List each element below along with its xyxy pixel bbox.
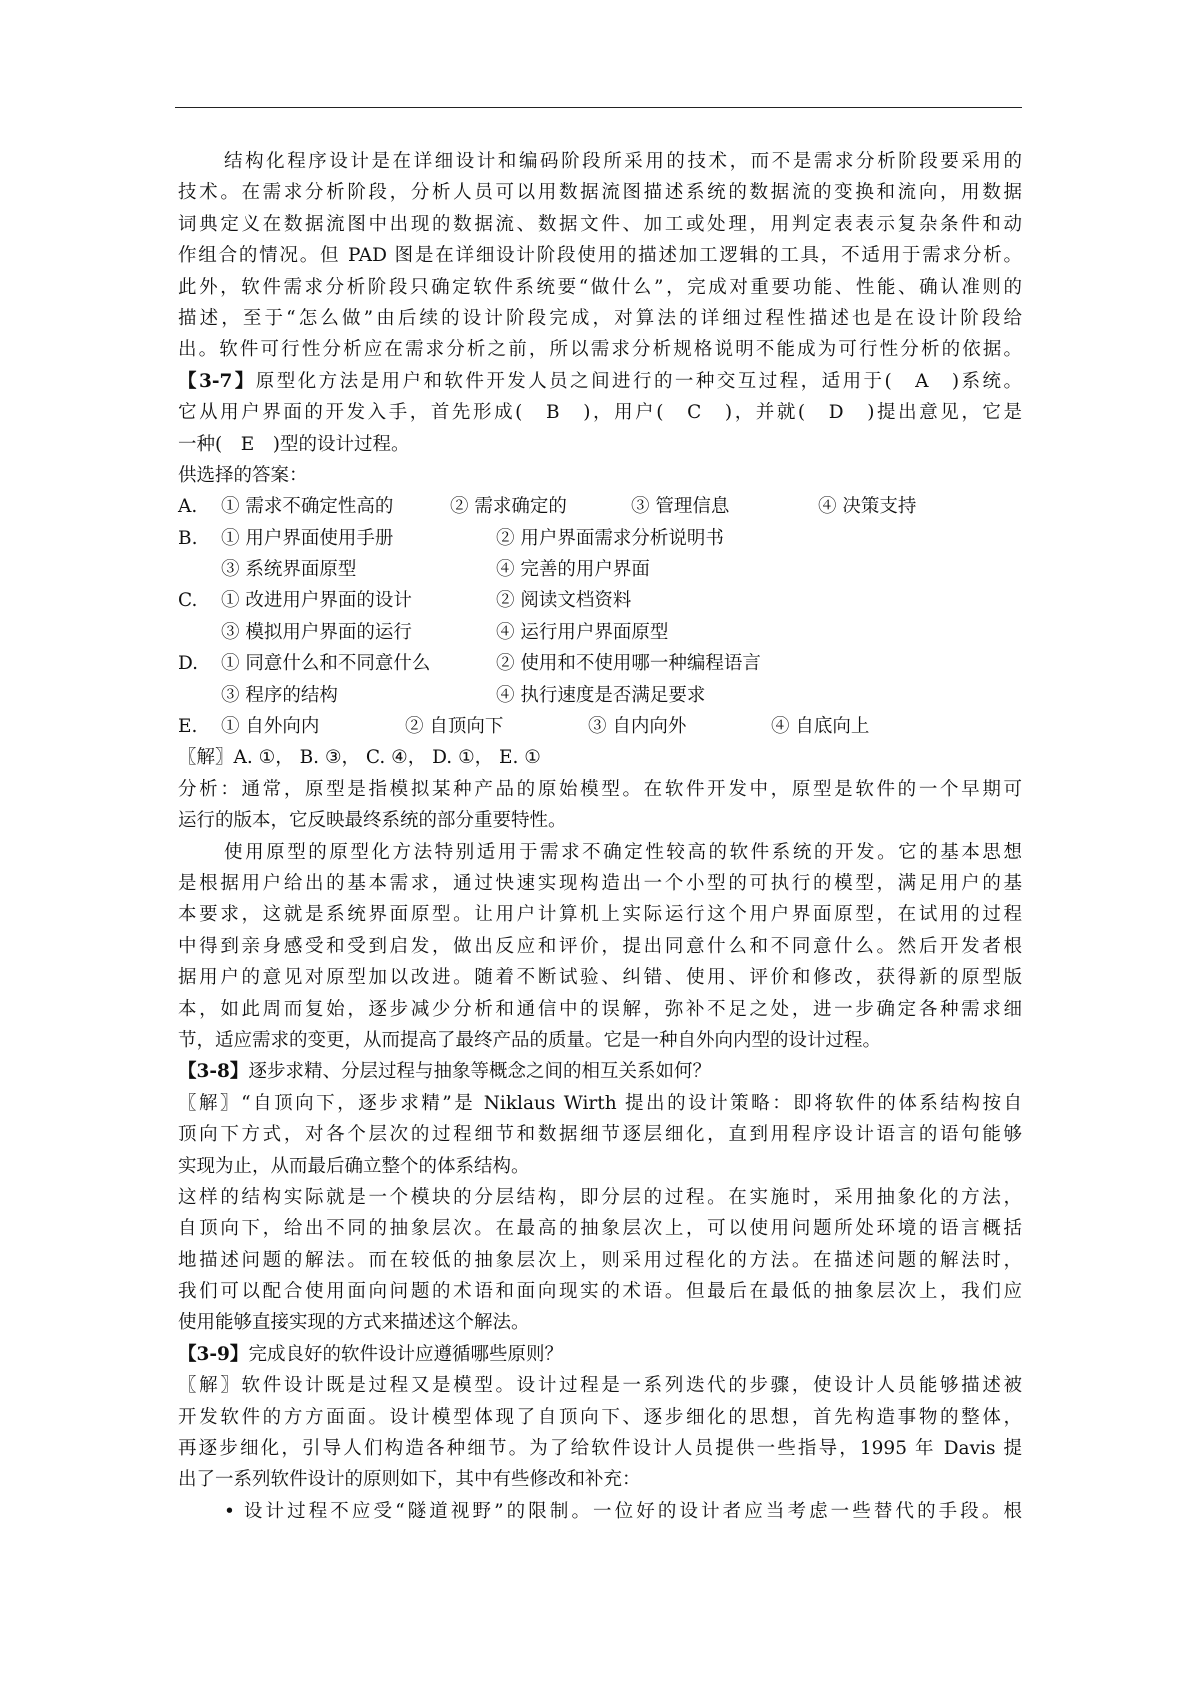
text-line: 这样的结构实际就是一个模块的分层结构，即分层的过程。在实施时，采用抽象化的方法， [178, 1186, 1022, 1208]
option-item: ③ 管理信息 [631, 496, 730, 518]
text-line: 描述，至于“怎么做”由后续的设计阶段完成，对算法的详细过程性描述也是在设计阶段给 [178, 307, 1022, 329]
question-3-7 [178, 366, 1022, 1057]
question-line [178, 366, 1022, 397]
question-line: 它从用户界面的开发入手，首先形成( B )，用户( C )，并就( D )提出意见，它是 [178, 402, 1022, 424]
option-item: ③ 自内向外 [588, 716, 687, 738]
option-row-e [178, 711, 1022, 742]
answer-line: 实现为止，从而最后确立整个的体系结构。 [178, 1155, 530, 1177]
option-item: ③ 系统界面原型 [221, 559, 357, 581]
question-3-8 [178, 1056, 1022, 1339]
option-item: ④ 执行速度是否满足要求 [496, 684, 706, 706]
question-3-9 [178, 1339, 1022, 1527]
text-line: 技术。在需求分析阶段，分析人员可以用数据流图描述系统的数据流的变换和流向，用数据 [178, 182, 1022, 204]
answer-line: 〖解〗“自顶向下，逐步求精”是 Niklaus Wirth 提出的设计策略：即将软件的体系结构按自 [178, 1092, 1022, 1114]
option-item: ② 需求确定的 [450, 496, 567, 518]
option-item: ① 用户界面使用手册 [221, 527, 394, 549]
answer-line: 〖解〗软件设计既是过程又是模型。设计过程是一系列迭代的步骤，使设计人员能够描述被 [178, 1375, 1022, 1397]
question-line [178, 1056, 1022, 1087]
intro-paragraph [178, 146, 1022, 366]
option-item: ③ 模拟用户界面的运行 [221, 621, 412, 643]
option-item: ④ 决策支持 [818, 496, 917, 518]
answer-line: 〖解〗A. ①， B. ③， C. ④， D. ①， E. ① [178, 747, 541, 769]
option-item: ① 改进用户界面的设计 [221, 590, 412, 612]
option-row-c2 [178, 617, 1022, 648]
text-line: 出。软件可行性分析应在需求分析之前，所以需求分析规格说明不能成为可行性分析的依据。 [178, 339, 1022, 361]
option-letter: D. [178, 653, 199, 675]
option-row-b1 [178, 523, 1022, 554]
text-line: 使用能够直接实现的方式来描述这个解法。 [178, 1312, 530, 1334]
question-tag: 【3-7】 [178, 370, 256, 392]
text-line: 中得到亲身感受和受到启发，做出反应和评价，提出同意什么和不同意什么。然后开发者根 [178, 935, 1022, 957]
document-page [178, 146, 1022, 1527]
option-item: ④ 自底向上 [771, 716, 870, 738]
text-line: 据用户的意见对原型加以改进。随着不断试验、纠错、使用、评价和修改，获得新的原型版 [178, 967, 1022, 989]
option-row-c1 [178, 585, 1022, 616]
option-row-d2 [178, 680, 1022, 711]
option-letter: E. [178, 716, 198, 738]
option-letter: B. [178, 527, 198, 549]
text-line: 地描述问题的解法。而在较低的抽象层次上，则采用过程化的方法。在描述问题的解法时， [178, 1249, 1022, 1271]
text-line: 此外，软件需求分析阶段只确定软件系统要“做什么”，完成对重要功能、性能、确认准则的 [178, 276, 1022, 298]
question-text: 完成良好的软件设计应遵循哪些原则？ [248, 1343, 563, 1365]
question-line [178, 1339, 1022, 1370]
option-item: ① 同意什么和不同意什么 [221, 653, 431, 675]
answer-line: 顶向下方式，对各个层次的过程细节和数据细节逐层细化，直到用程序设计语言的语句能够 [178, 1124, 1022, 1146]
text-line: 本要求，这就是系统界面原型。让用户计算机上实际运行这个用户界面原型，在试用的过程 [178, 904, 1022, 926]
text-line: 词典定义在数据流图中出现的数据流、数据文件、加工或处理，用判定表表示复杂条件和动 [178, 213, 1022, 235]
text-line: 节，适应需求的变更，从而提高了最终产品的质量。它是一种自外向内型的设计过程。 [178, 1029, 882, 1051]
option-item: ② 阅读文档资料 [496, 590, 632, 612]
question-line: 一种( E )型的设计过程。 [178, 433, 410, 455]
question-text: 逐步求精、分层过程与抽象等概念之间的相互关系如何？ [248, 1061, 711, 1083]
answer-line: 开发软件的方方面面。设计模型体现了自顶向下、逐步细化的思想，首先构造事物的整体， [178, 1406, 1022, 1428]
option-letter: C. [178, 590, 198, 612]
option-letter: A. [178, 496, 198, 518]
text-line: 使用原型的原型化方法特别适用于需求不确定性较高的软件系统的开发。它的基本思想 [224, 841, 1022, 863]
question-text: 原型化方法是用户和软件开发人员之间进行的一种交互过程，适用于( A )系统。 [255, 370, 1022, 392]
text-line: 自顶向下，给出不同的抽象层次。在最高的抽象层次上，可以使用问题所处环境的语言概括 [178, 1218, 1022, 1240]
header-rule [175, 107, 1022, 108]
option-row-a [178, 491, 1022, 522]
analysis-line: 分析：通常，原型是指模拟某种产品的原始模型。在软件开发中，原型是软件的一个早期可 [178, 778, 1022, 800]
option-item: ④ 完善的用户界面 [496, 559, 650, 581]
option-item: ① 自外向内 [221, 716, 320, 738]
option-row-d1 [178, 648, 1022, 679]
analysis-line: 运行的版本，它反映最终系统的部分重要特性。 [178, 810, 567, 832]
option-item: ② 自顶向下 [405, 716, 504, 738]
choices-label: 供选择的答案： [178, 464, 308, 486]
option-item: ④ 运行用户界面原型 [496, 621, 669, 643]
option-row-b2 [178, 554, 1022, 585]
text-line: 结构化程序设计是在详细设计和编码阶段所采用的技术，而不是需求分析阶段要采用的 [224, 151, 1022, 172]
text-line: 作组合的情况。但 PAD 图是在详细设计阶段使用的描述加工逻辑的工具，不适用于需求分析。 [178, 245, 1022, 267]
option-item: ② 使用和不使用哪一种编程语言 [496, 653, 761, 675]
option-item: ① 需求不确定性高的 [221, 496, 394, 518]
bullet-line: • 设计过程不应受“隧道视野”的限制。一位好的设计者应当考虑一些替代的手段。根 [224, 1500, 1022, 1522]
question-tag: 【3-8】 [178, 1061, 249, 1083]
option-item: ② 用户界面需求分析说明书 [496, 527, 724, 549]
question-tag: 【3-9】 [178, 1343, 249, 1365]
text-line: 我们可以配合使用面向问题的术语和面向现实的术语。但最后在最低的抽象层次上，我们应 [178, 1281, 1022, 1303]
text-line: 是根据用户给出的基本需求，通过快速实现构造出一个小型的可执行的模型，满足用户的基 [178, 872, 1022, 894]
option-item: ③ 程序的结构 [221, 684, 338, 706]
answer-line: 出了一系列软件设计的原则如下，其中有些修改和补充： [178, 1469, 641, 1491]
answer-line: 再逐步细化，引导人们构造各种细节。为了给软件设计人员提供一些指导，1995 年 Davis 提 [178, 1438, 1022, 1460]
text-line: 本，如此周而复始，逐步减少分析和通信中的误解，弥补不足之处，进一步确定各种需求细 [178, 998, 1022, 1020]
